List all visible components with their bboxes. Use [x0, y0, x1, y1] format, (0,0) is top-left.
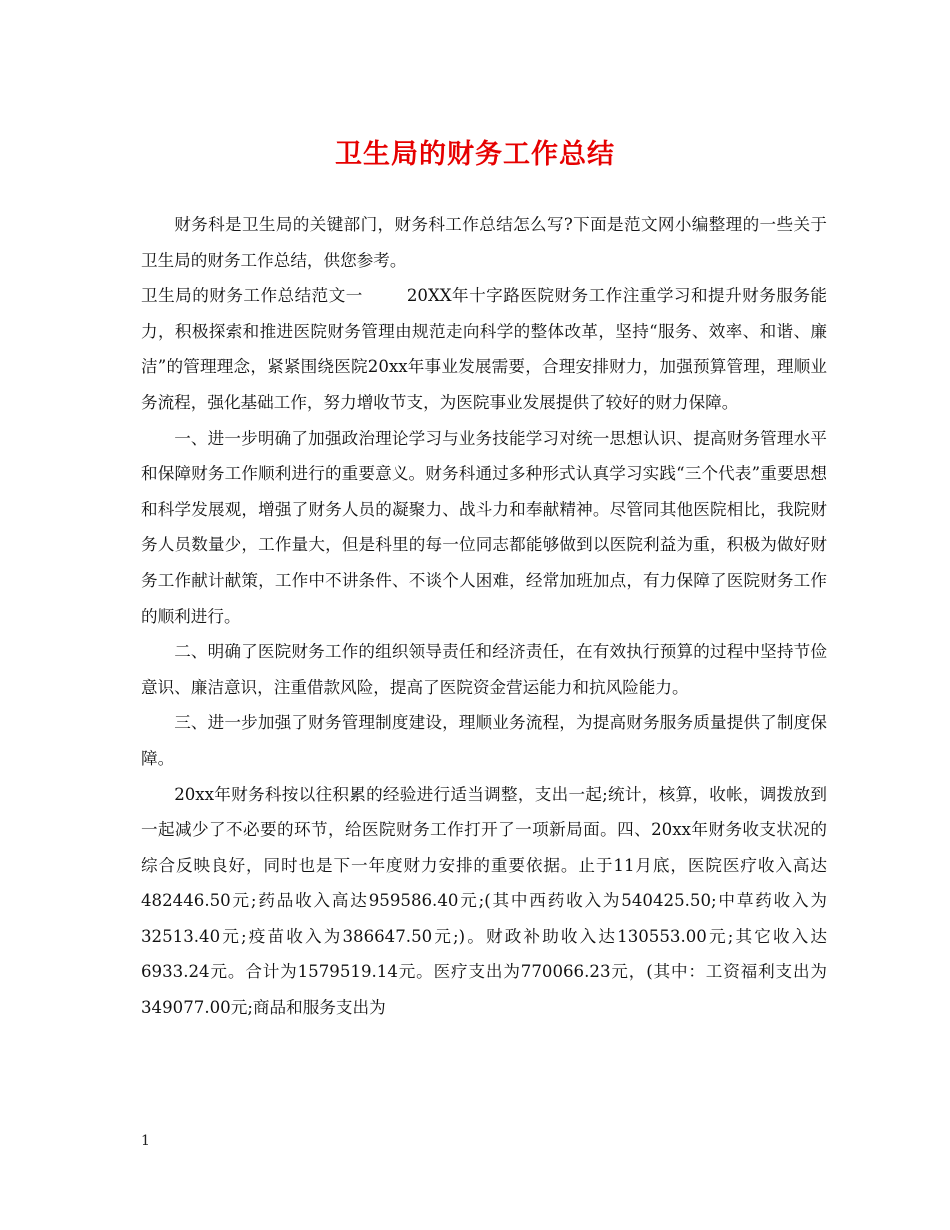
sample-opening: 20XX年十字路医院财务工作注重学习和提升财务服务能力，积极探索和推进医院财务管理由规范走向科学的整体改革，坚持“服务、效率、和谐、廉洁”的管理理念，紧紧围绕医院20xx年事业发展需要，合理安排财力，加强预算管理，理顺业务流程，强化基础工作，努力增收节支，为医院事业发展提供了较好的财力保障。: [141, 286, 827, 412]
body-paragraph: 一、进一步明确了加强政治理论学习与业务技能学习对统一思想认识、提高财务管理水平和保障财务工作顺利进行的重要意义。财务科通过多种形式认真学习实践“三个代表”重要思想和科学发展观，增强了财务人员的凝聚力、战斗力和奉献精神。尽管同其他医院相比，我院财务人员数量少，工作量大，但是科里的每一位同志都能够做到以医院利益为重，积极为做好财务工作献计献策，工作中不讲条件、不谈个人困难，经常加班加点，有力保障了医院财务工作的顺利进行。: [141, 428, 827, 626]
body-paragraph: 20xx年财务科按以往积累的经验进行适当调整，支出一起;统计，核算，收帐，调拨放到一起减少了不必要的环节，给医院财务工作打开了一项新局面。四、20xx年财务收支状况的综合反映良好，同时也是下一年度财力安排的重要依据。止于11月底，医院医疗收入高达482446.50元;药品收入高达959586.40元;(其中西药收入为540425.50;中草药收入为32513.40元;疫苗收入为386647.50元;)。财政补助收入达130553.00元;其它收入达6933.24元。合计为1579519.14元。医疗支出为770066.23元，(其中：工资福利支出为349077.00元;商品和服务支出为: [141, 784, 827, 1018]
body-paragraph: 二、明确了医院财务工作的组织领导责任和经济责任，在有效执行预算的过程中坚持节俭意识、廉洁意识，注重借款风险，提高了医院资金营运能力和抗风险能力。: [141, 642, 827, 697]
document-title: 卫生局的财务工作总结: [335, 139, 615, 170]
page-number: 1: [141, 1133, 150, 1149]
sample-heading: 卫生局的财务工作总结范文一: [141, 286, 363, 306]
intro-paragraph: 财务科是卫生局的关键部门，财务科工作总结怎么写?下面是范文网小编整理的一些关于卫生局的财务工作总结，供您参考。: [141, 215, 827, 270]
body-paragraph: 三、进一步加强了财务管理制度建设，理顺业务流程，为提高财务服务质量提供了制度保障。: [141, 713, 827, 768]
sample-paragraph: [141, 278, 827, 420]
document-body: [141, 207, 827, 1026]
